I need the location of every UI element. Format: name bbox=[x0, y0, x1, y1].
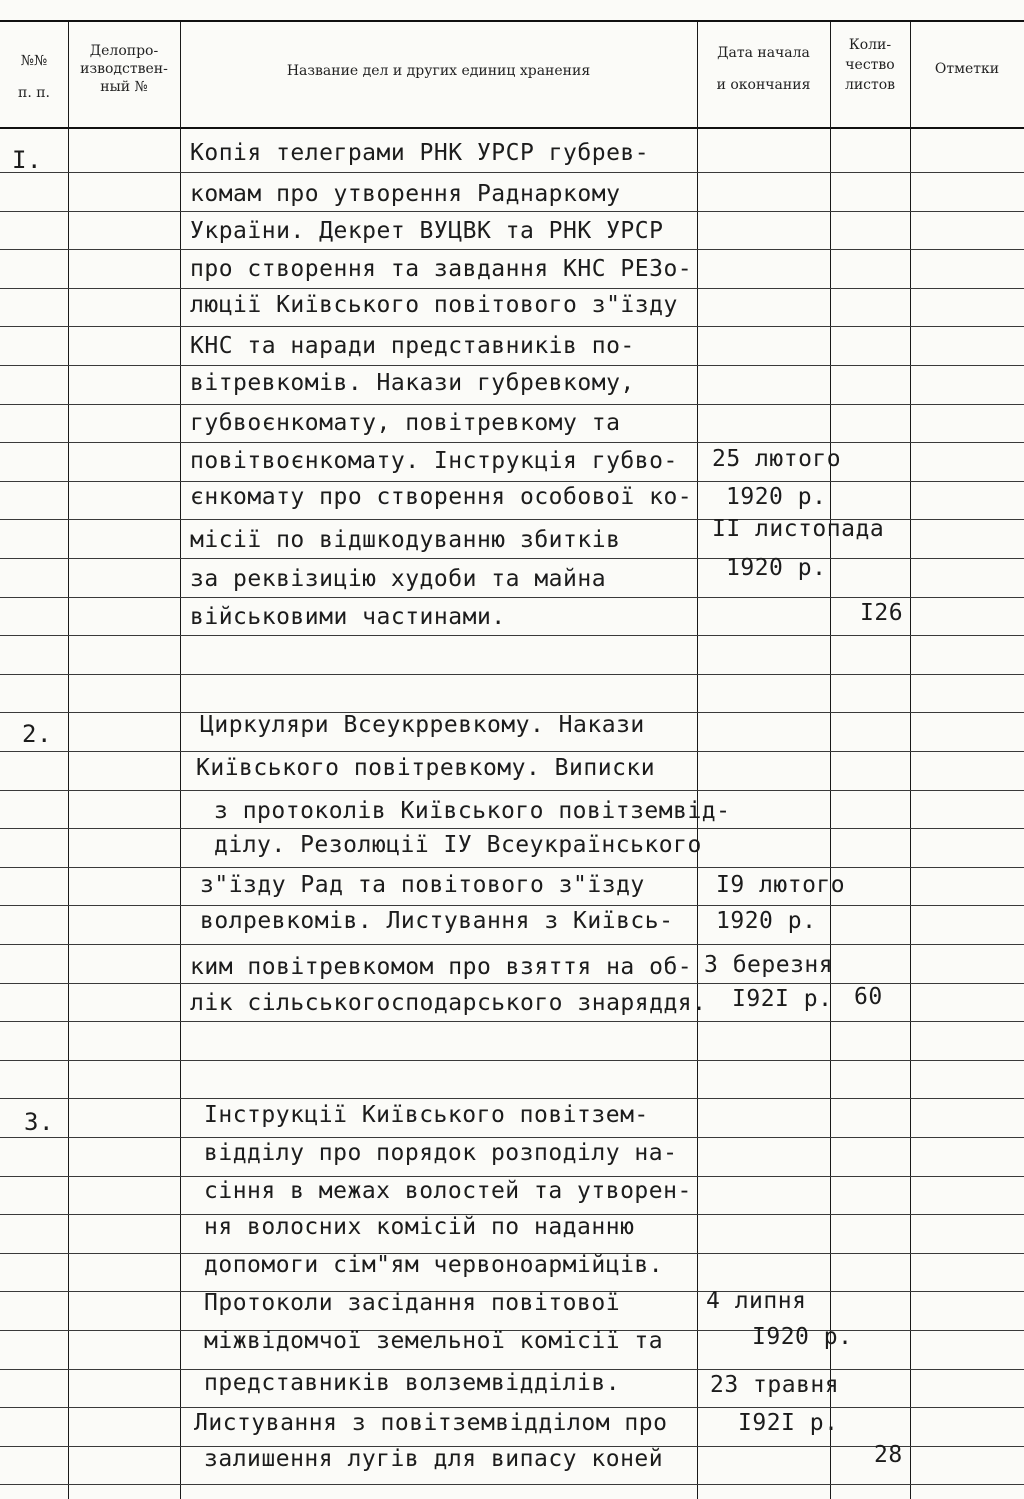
entry-end-year: 1920 р. bbox=[726, 555, 827, 581]
entry-title-line: Копія телеграми РНК УРСР губрев- bbox=[190, 140, 650, 166]
entry-start-year: 1920 р. bbox=[716, 908, 817, 934]
entry-start-date: I9 лютого bbox=[716, 872, 846, 898]
entry-title-line: волревкомів. Листування з Київсь- bbox=[200, 908, 674, 934]
entry-title-line: відділу про порядок розподілу на- bbox=[204, 1140, 678, 1166]
entry-title-line: ким повітревкомом про взяття на об- bbox=[190, 954, 693, 980]
entry-title-line: ділу. Резолюції IУ Всеукраїнського bbox=[214, 832, 702, 858]
ruled-line bbox=[0, 288, 1024, 289]
entry-end-year: I92I р. bbox=[732, 986, 833, 1012]
column-divider bbox=[830, 22, 831, 1499]
table-top-border bbox=[0, 20, 1024, 22]
entry-title-line: Протоколи засідання повітової bbox=[204, 1290, 621, 1316]
ruled-line bbox=[0, 442, 1024, 443]
entry-title-line: допомоги сім"ям червоноармійців. bbox=[204, 1252, 664, 1278]
entry-title-line: за реквізицію худоби та майна bbox=[190, 566, 607, 592]
ruled-line bbox=[0, 365, 1024, 366]
ruled-line bbox=[0, 790, 1024, 791]
ruled-line bbox=[0, 1407, 1024, 1408]
ruled-line bbox=[0, 1060, 1024, 1061]
header-notes-column: Отметки bbox=[934, 61, 1000, 77]
ruled-line bbox=[0, 751, 1024, 752]
entry-title-line: Циркуляри Всеукрревкому. Накази bbox=[200, 712, 645, 738]
entry-number: 3. bbox=[24, 1108, 54, 1136]
entry-number: 2. bbox=[22, 720, 52, 748]
header-number-column: №№ п. п. bbox=[17, 53, 50, 101]
header-dates-column: Дата начала и окончания bbox=[716, 45, 811, 93]
entry-start-date: 25 лютого bbox=[712, 446, 842, 472]
ruled-line bbox=[0, 172, 1024, 173]
entry-title-line: Інструкції Київського повітзем- bbox=[204, 1102, 649, 1128]
ruled-line bbox=[0, 905, 1024, 906]
ruled-line bbox=[0, 211, 1024, 212]
ruled-line bbox=[0, 944, 1024, 945]
ruled-line bbox=[0, 597, 1024, 598]
entry-end-date: II листопада bbox=[712, 516, 885, 542]
ruled-line bbox=[0, 558, 1024, 559]
entry-number: I. bbox=[12, 146, 42, 174]
entry-title-line: повітвоєнкомату. Інструкція губво- bbox=[190, 448, 678, 474]
entry-title-line: залишення лугів для випасу коней bbox=[204, 1446, 664, 1472]
column-divider bbox=[68, 22, 69, 1499]
entry-title-line: з"їзду Рад та повітового з"їзду bbox=[200, 872, 645, 898]
ruled-line bbox=[0, 326, 1024, 327]
ruled-line bbox=[0, 1098, 1024, 1099]
header-office-number-column: Делопро- изводствен- ный № bbox=[80, 43, 168, 95]
column-divider bbox=[910, 22, 911, 1499]
ruled-line bbox=[0, 249, 1024, 250]
entry-title-line: Листування з повітземвідділом про bbox=[194, 1410, 668, 1436]
entry-end-date: 3 березня bbox=[704, 952, 834, 978]
header-sheet-count-column: Коли- чество листов bbox=[844, 37, 896, 93]
ruled-line bbox=[0, 1176, 1024, 1177]
entry-title-line: КНС та наради представників по- bbox=[190, 333, 635, 359]
ruled-line bbox=[0, 1137, 1024, 1138]
entry-sheet-count: I26 bbox=[860, 600, 904, 626]
entry-title-line: єнкомату про створення особової ко- bbox=[190, 484, 693, 510]
entry-title-line: представників волземвідділів. bbox=[204, 1370, 621, 1396]
entry-title-line: ня волосних комісій по наданню bbox=[204, 1214, 635, 1240]
entry-end-date: 23 травня bbox=[710, 1372, 840, 1398]
ruled-line bbox=[0, 867, 1024, 868]
ruled-line bbox=[0, 828, 1024, 829]
entry-title-line: вітревкомів. Накази губревкому, bbox=[190, 370, 635, 396]
entry-sheet-count: 60 bbox=[854, 984, 883, 1010]
ruled-line bbox=[0, 1021, 1024, 1022]
entry-title-line: військовими частинами. bbox=[190, 604, 506, 630]
column-divider bbox=[697, 22, 698, 1499]
entry-title-line: місії по відшкодуванню збитків bbox=[190, 527, 621, 553]
ruled-line bbox=[0, 674, 1024, 675]
column-divider bbox=[180, 22, 181, 1499]
entry-title-line: про створення та завдання КНС РЕЗо- bbox=[190, 256, 693, 282]
entry-sheet-count: 28 bbox=[874, 1442, 903, 1468]
entry-title-line: України. Декрет ВУЦВК та РНК УРСР bbox=[190, 218, 664, 244]
entry-title-line: Київського повітревкому. Виписки bbox=[196, 755, 656, 781]
entry-title-line: губвоєнкомату, повітревкому та bbox=[190, 410, 621, 436]
entry-start-year: I920 р. bbox=[752, 1324, 853, 1350]
header-bottom-border bbox=[0, 127, 1024, 129]
entry-title-line: з протоколів Київського повітземвід- bbox=[214, 798, 731, 824]
ruled-line bbox=[0, 635, 1024, 636]
ruled-line bbox=[0, 481, 1024, 482]
entry-title-line: люції Київського повітового з"їзду bbox=[190, 292, 678, 318]
ruled-line bbox=[0, 1484, 1024, 1485]
entry-title-line: лік сільськогосподарського знаряддя. bbox=[190, 990, 707, 1016]
header-title-column: Название дел и других единиц хранения bbox=[286, 63, 591, 79]
entry-title-line: сіння в межах волостей та утворен- bbox=[204, 1178, 692, 1204]
entry-start-year: 1920 р. bbox=[726, 484, 827, 510]
entry-title-line: комам про утворення Раднаркому bbox=[190, 181, 621, 207]
entry-title-line: міжвідомчої земельної комісії та bbox=[204, 1328, 664, 1354]
ruled-line bbox=[0, 404, 1024, 405]
entry-start-date: 4 липня bbox=[706, 1288, 807, 1314]
entry-end-year: I92I р. bbox=[738, 1410, 839, 1436]
